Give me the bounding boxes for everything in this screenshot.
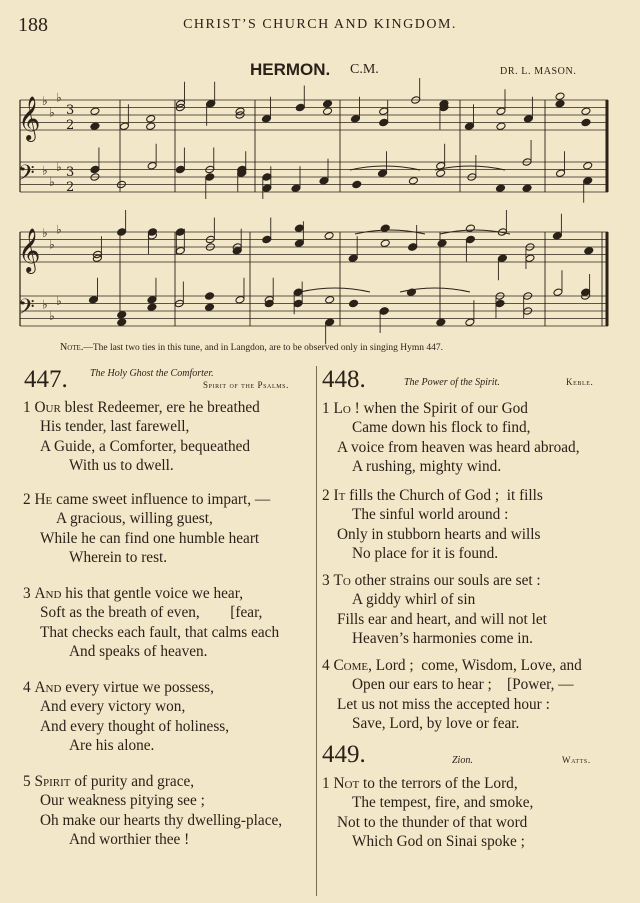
hymn-title: The Holy Ghost the Comforter. — [90, 368, 214, 379]
stanza-line: 2 He came sweet influence to impart, — — [23, 491, 271, 508]
stanza-line: Oh make our hearts thy dwelling-place, — [40, 811, 283, 829]
stanza — [322, 399, 580, 476]
svg-text:2: 2 — [66, 180, 75, 195]
stanza — [322, 656, 582, 733]
svg-text:♭: ♭ — [56, 90, 62, 105]
stanza-line: And every victory won, — [40, 698, 186, 716]
stanza-line: No place for it is found. — [352, 544, 499, 562]
tune-name: HERMON. — [250, 60, 331, 79]
hymn-number: 449. — [322, 741, 366, 768]
stanza-line: With us to dwell. — [69, 456, 174, 474]
svg-text:♭: ♭ — [56, 222, 62, 237]
svg-text:♭: ♭ — [49, 105, 55, 120]
svg-text:2: 2 — [66, 118, 75, 133]
hymn-source: Keble. — [566, 377, 594, 387]
svg-text:♭: ♭ — [49, 174, 55, 189]
music-score — [20, 92, 620, 338]
svg-text:♭: ♭ — [56, 159, 62, 174]
stanza — [23, 678, 229, 755]
svg-text:𝄢: 𝄢 — [18, 295, 35, 325]
tune-note — [60, 342, 443, 353]
tune-note-text: —The last two ties in this tune, and in Langdon, are to be observed only in singing Hymn 447. — [83, 343, 443, 353]
svg-text:𝄞: 𝄞 — [18, 96, 41, 140]
stanza-line: 2 It fills the Church of God ; it fills — [322, 487, 543, 504]
svg-text:♭: ♭ — [42, 163, 48, 178]
stanza-line: And speaks of heaven. — [69, 642, 208, 660]
stanza-line: Our weakness pitying see ; — [40, 792, 205, 810]
stanza-line: A Guide, a Comforter, bequeathed — [40, 437, 251, 455]
stanza-line: While he can find one humble heart — [40, 529, 260, 547]
stanza-line: Soft as the breath of even, [fear, — [40, 604, 263, 622]
stanza-line: 3 And his that gentle voice we hear, — [23, 585, 244, 602]
stanza — [23, 772, 282, 849]
stanza — [322, 571, 547, 648]
stanza-line: Save, Lord, by love or fear. — [352, 714, 520, 732]
stanza-line: 4 And every virtue we possess, — [23, 679, 214, 696]
hymn-source: Spirit of the Psalms. — [203, 380, 289, 390]
svg-text:♭: ♭ — [42, 94, 48, 108]
svg-text:♭: ♭ — [56, 293, 62, 308]
svg-text:♭: ♭ — [49, 308, 55, 323]
stanza — [322, 486, 543, 563]
stanza-line: 5 Spirit of purity and grace, — [23, 773, 195, 790]
running-title: CHRIST’S CHURCH AND KINGDOM. — [183, 17, 457, 32]
stanza-line: Let us not miss the accepted hour : — [337, 695, 550, 713]
stanza-line: And worthier thee ! — [69, 830, 190, 848]
stanza-line: A voice from heaven was heard abroad, — [337, 438, 580, 456]
stanza-line: Wherein to rest. — [69, 548, 168, 566]
stanza-line: Are his alone. — [69, 736, 155, 754]
stanza-line: His tender, last farewell, — [40, 418, 190, 436]
stanza-line: A giddy whirl of sin — [352, 591, 476, 609]
stanza — [23, 398, 260, 475]
hymn-title: The Power of the Spirit. — [404, 377, 500, 388]
stanza-line: 4 Come, Lord ; come, Wisdom, Love, and — [322, 657, 582, 674]
svg-text:𝄢: 𝄢 — [18, 161, 35, 191]
stanza — [322, 774, 533, 851]
stanza-line: Open our ears to hear ; [Power, — — [352, 676, 574, 694]
stanza-line: The tempest, fire, and smoke, — [352, 794, 534, 812]
tune-meter: C.M. — [350, 62, 379, 77]
stanza-line: 3 To other strains our souls are set : — [322, 572, 541, 589]
stanza-line: That checks each fault, that calms each — [40, 623, 280, 641]
stanza — [23, 584, 279, 661]
svg-text:3: 3 — [66, 165, 75, 180]
stanza-line: 1 Not to the terrors of the Lord, — [322, 775, 518, 792]
stanza-line: 1 Lo ! when the Spirit of our God — [322, 400, 528, 417]
stanza-line: Came down his flock to find, — [352, 419, 531, 437]
page-number: 188 — [18, 14, 48, 36]
stanza-line: Heaven’s harmonies come in. — [352, 629, 533, 647]
svg-text:3: 3 — [66, 103, 75, 118]
stanza-line: Not to the thunder of that word — [337, 813, 528, 831]
svg-text:♭: ♭ — [49, 237, 55, 252]
svg-text:♭: ♭ — [42, 226, 48, 240]
stanza-line: And every thought of holiness, — [40, 717, 230, 735]
stanza-line: The sinful world around : — [352, 506, 509, 524]
composer: DR. L. MASON. — [500, 66, 577, 77]
stanza-line: Only in stubborn hearts and wills — [337, 525, 541, 543]
stanza-line: Fills ear and heart, and will not let — [337, 610, 547, 628]
stanza — [23, 490, 270, 567]
hymn-title: Zion. — [452, 755, 473, 766]
hymn-source: Watts. — [562, 755, 591, 765]
stanza-line: A rushing, mighty wind. — [352, 457, 502, 475]
hymn-number: 447. — [24, 366, 68, 393]
svg-text:𝄞: 𝄞 — [18, 228, 41, 272]
stanza-line: 1 Our blest Redeemer, ere he breathed — [23, 399, 260, 416]
column-divider — [316, 366, 317, 896]
stanza-line: A gracious, willing guest, — [56, 510, 213, 528]
tune-note-lead: Note. — [60, 342, 84, 353]
hymn-number: 448. — [322, 366, 366, 393]
svg-text:♭: ♭ — [42, 297, 48, 312]
stanza-line: Which God on Sinai spoke ; — [352, 832, 525, 850]
